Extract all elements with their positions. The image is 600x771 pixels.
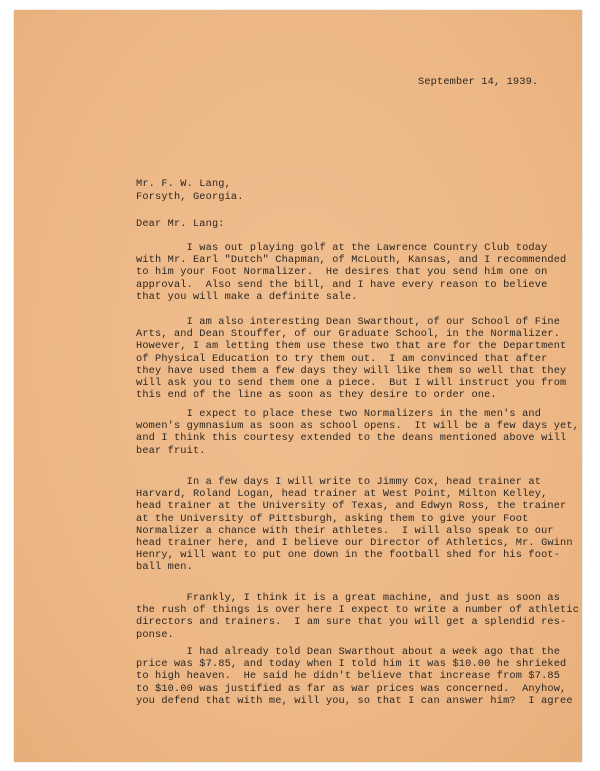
text-line: the rush of things is over here I expect to write a number of athletic (136, 604, 580, 617)
text-line: bear fruit. (136, 444, 206, 457)
text-line: ball men. (136, 561, 193, 574)
text-line: I am also interesting Dean Swarthout, of our School of Fine (136, 316, 561, 328)
text-line: approval. Also send the bill, and I have every reason to believe (136, 278, 548, 291)
text-line: to $10.00 was justified as far as war prices was concerned. Anyhow, (136, 682, 567, 695)
paragraph-5 (136, 592, 579, 641)
salutation: Dear Mr. Lang: (136, 218, 225, 230)
text-line: with Mr. Earl "Dutch" Chapman, of McLouth, Kansas, and I recommended (136, 254, 567, 267)
text-line: I expect to place these two Normalizers in the men's and (136, 408, 542, 420)
text-line: However, I am letting them use these two that are for the Department (136, 340, 567, 353)
paragraph-4 (136, 476, 573, 574)
letter-page (14, 10, 582, 762)
text-line: Frankly, I think it is a great machine, and just as soon as (136, 592, 561, 604)
text-line: I had already told Dean Swarthout about a week ago that the (136, 646, 561, 658)
text-line: and I think this courtesy extended to the deans mentioned above will (136, 432, 567, 445)
text-line: to him your Foot Normalizer. He desires that you send him one on (136, 266, 548, 279)
text-line: Arts, and Dean Stouffer, of our Graduate School, in the Normalizer. (136, 328, 561, 341)
addressee-location: Forsyth, Georgia. (136, 191, 244, 203)
text-line: directors and trainers. I am sure that you will get a splendid res- (136, 616, 567, 629)
text-line: women's gymnasium as soon as school opens. It will be a few days yet, (136, 420, 580, 433)
text-line: will ask you to send them one a piece. But I will instruct you from (136, 376, 567, 389)
text-line: Normalizer a chance with their athletes. I will also speak to our (136, 524, 554, 537)
text-line: Harvard, Roland Logan, head trainer at West Point, Milton Kelley, (136, 488, 548, 501)
text-line: price was $7.85, and today when I told him it was $10.00 he shrieked (136, 658, 567, 671)
text-line: at the University of Pittsburgh, asking them to give your Foot (136, 512, 529, 525)
paragraph-2 (136, 316, 566, 401)
text-line: head trainer at the University of Texas, and Edwyn Ross, the trainer (136, 500, 567, 513)
paragraph-3 (136, 408, 579, 457)
text-line: I was out playing golf at the Lawrence Country Club today (136, 242, 548, 254)
text-line: this end of the line as soon as they desire to order one. (136, 389, 497, 402)
text-line: ponse. (136, 628, 174, 641)
letter-date: September 14, 1939. (418, 76, 539, 88)
text-line: Henry, will want to put one down in the football shed for his foot- (136, 549, 561, 562)
text-line: of Physical Education to try them out. I am convinced that after (136, 352, 548, 365)
paragraph-6 (136, 646, 573, 707)
text-line: head trainer here, and I believe our Director of Athletics, Mr. Gwinn (136, 536, 573, 549)
text-line: they have used them a few days they will like them so well that they (136, 364, 567, 377)
addressee-block (136, 178, 244, 204)
addressee-name: Mr. F. W. Lang, (136, 178, 231, 190)
paragraph-1 (136, 242, 566, 303)
text-line: you defend that with me, will you, so that I can answer him? I agree (136, 694, 573, 707)
text-line: In a few days I will write to Jimmy Cox, head trainer at (136, 476, 542, 488)
text-line: that you will make a definite sale. (136, 290, 358, 303)
text-line: to high heaven. He said he didn't believe that increase from $7.85 (136, 670, 561, 683)
